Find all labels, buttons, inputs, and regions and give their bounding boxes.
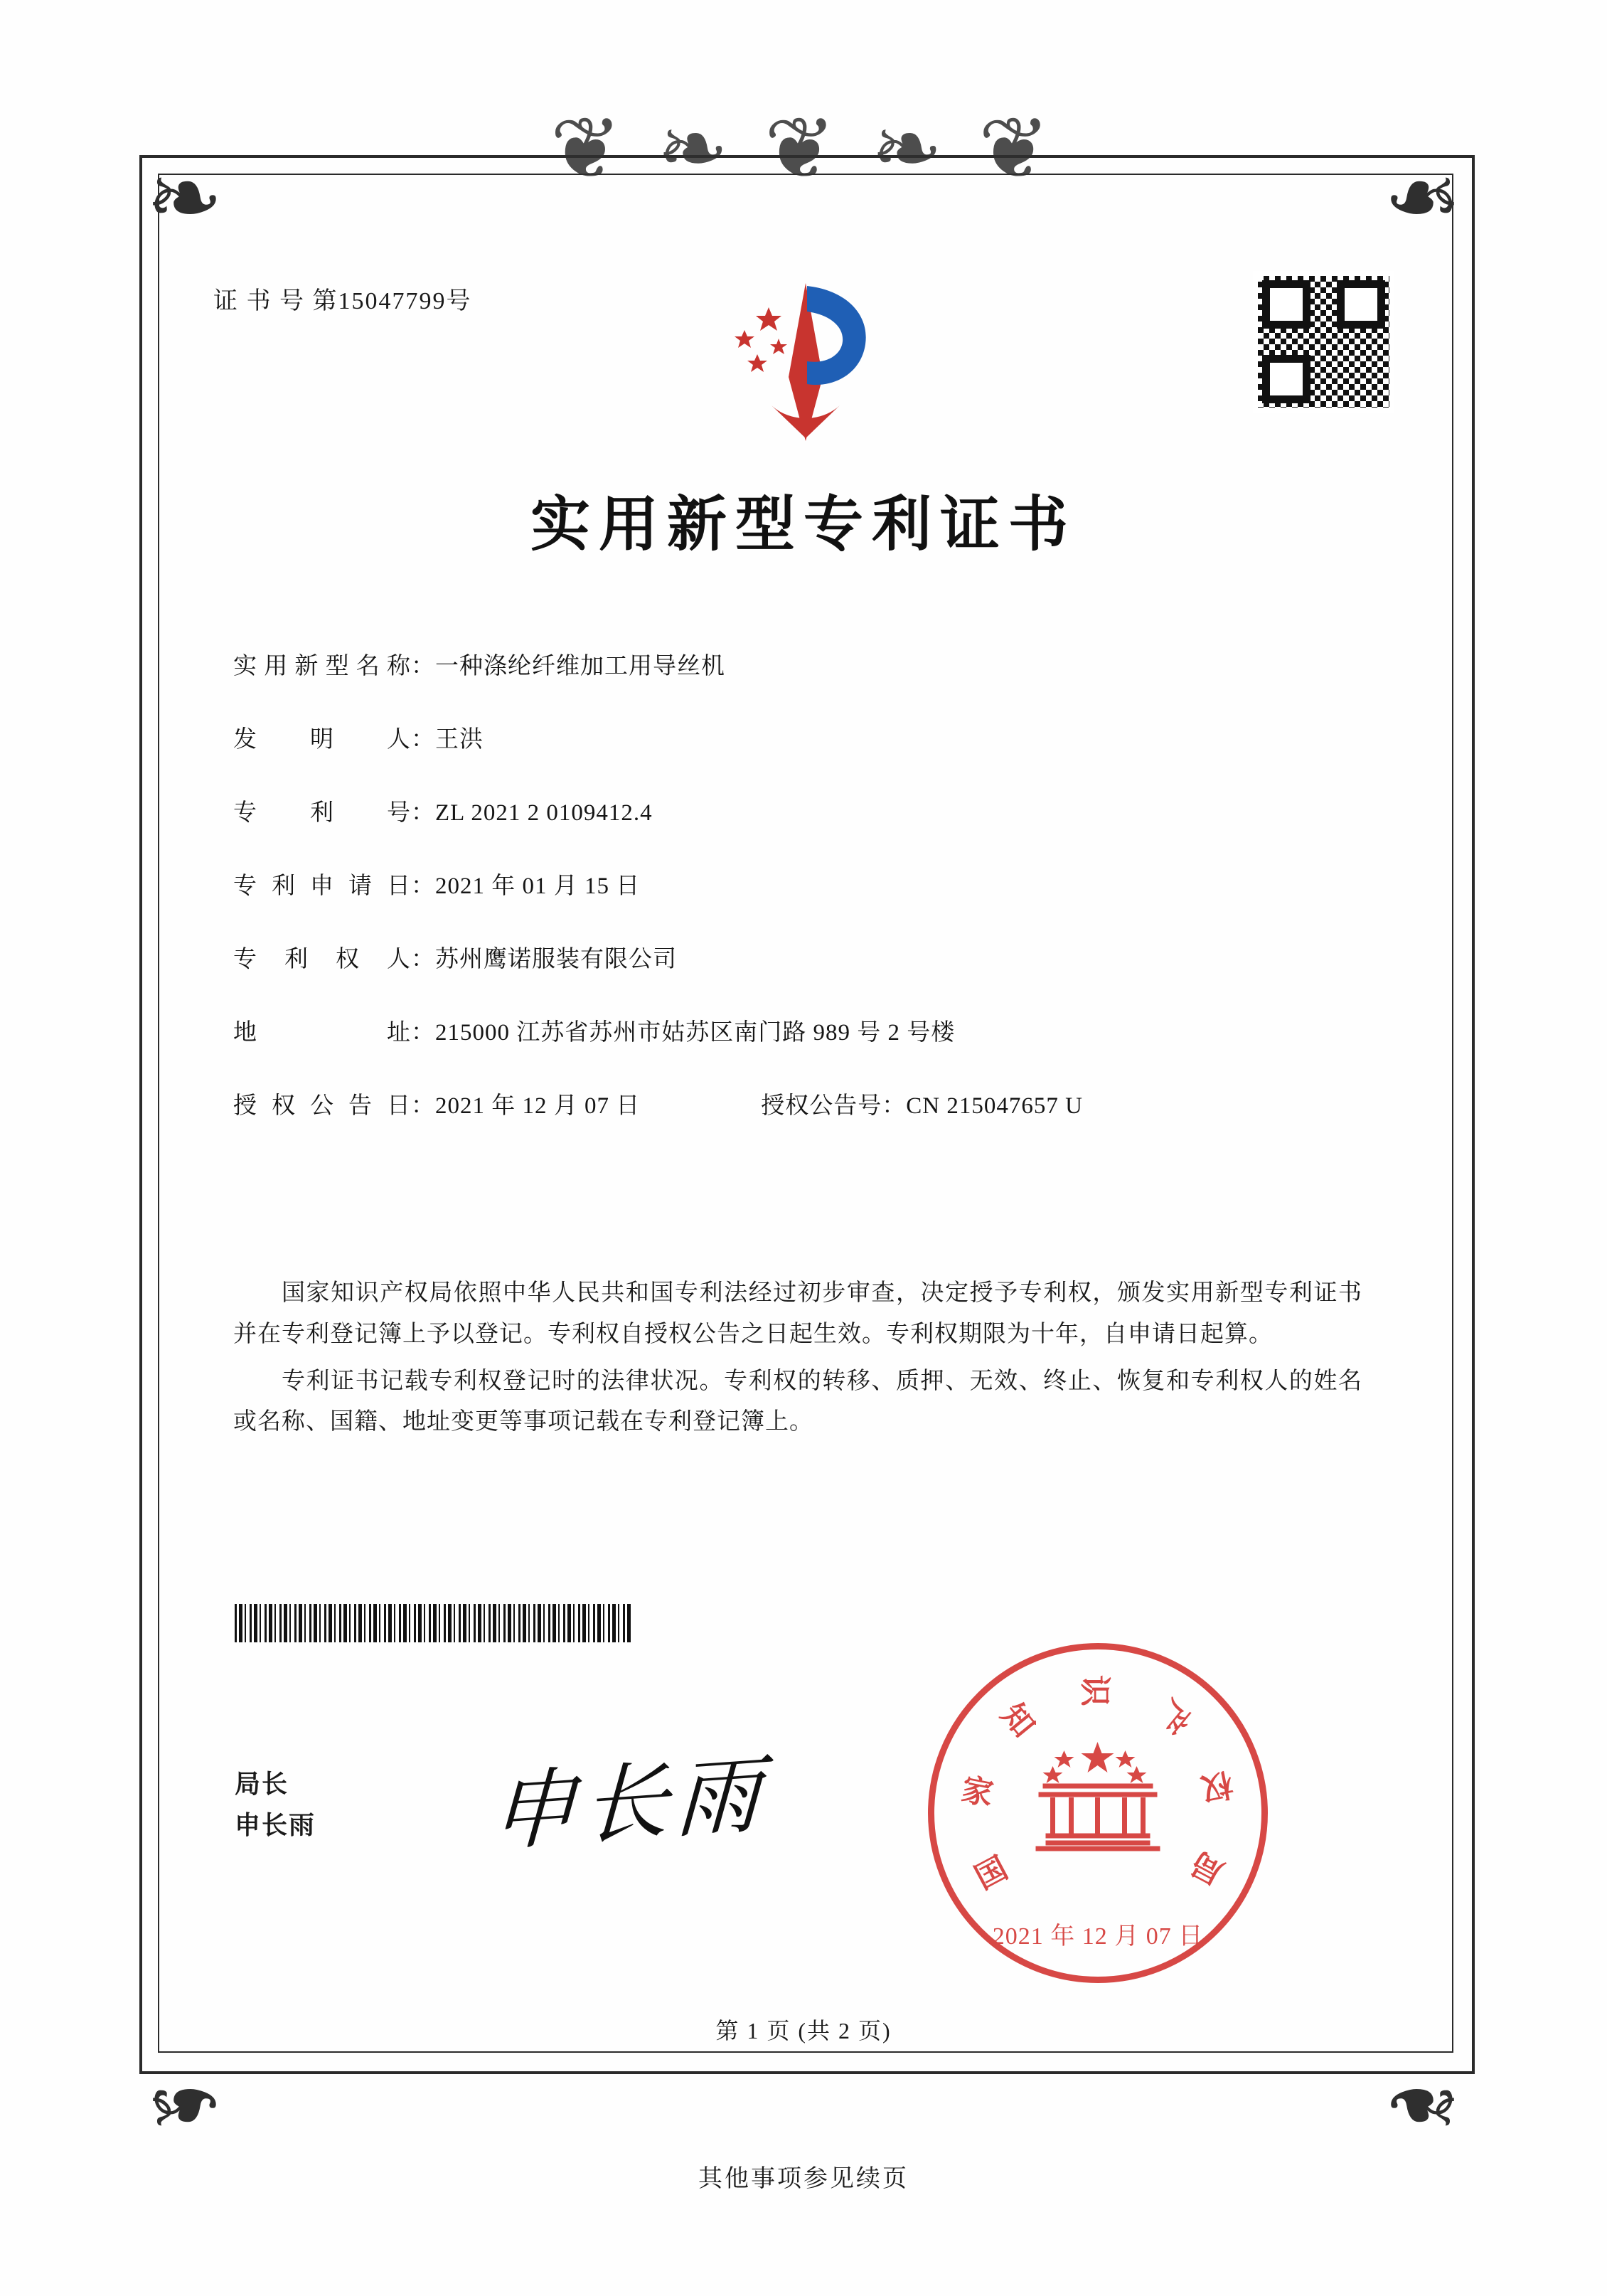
field-row-inventor bbox=[233, 721, 1300, 754]
signature-block bbox=[235, 1764, 316, 1846]
field-value-invention-name: ：一种涤纶纤维加工用导丝机 bbox=[411, 654, 725, 679]
field-list bbox=[233, 647, 1300, 1160]
field-label-grant-date: 授权公告日 bbox=[233, 1093, 411, 1119]
legal-paragraph-1: 国家知识产权局依照中华人民共和国专利法经过初步审查，决定授予专利权，颁发实用新型专利证书并在专利登记簿上予以登记。专利权自授权公告之日起生效。专利权期限为十年，自申请日起算。 bbox=[233, 1280, 1362, 1347]
corner-flourish-top-right-icon: ❧ bbox=[1384, 148, 1461, 250]
cnipa-emblem-icon bbox=[700, 270, 907, 455]
field-value-grant-number: ：CN 215047657 U bbox=[882, 1093, 1083, 1119]
page-number: 第 1 页 (共 2 页) bbox=[715, 2018, 892, 2043]
signature-name: 申长雨 bbox=[235, 1810, 316, 1839]
field-row-invention-name bbox=[233, 647, 1300, 681]
field-value-grant-date: ：2021 年 12 月 07 日 bbox=[411, 1093, 641, 1119]
official-seal bbox=[928, 1643, 1268, 1983]
field-value-address: ：215000 江苏省苏州市姑苏区南门路 989 号 2 号楼 bbox=[411, 1020, 956, 1046]
field-value-patent-number: ：ZL 2021 2 0109412.4 bbox=[411, 800, 653, 826]
top-flourish-ornament: ❦ ❧ ❦ ❧ ❦ bbox=[550, 102, 1057, 196]
barcode bbox=[235, 1604, 633, 1642]
corner-flourish-bottom-left-icon: ❧ bbox=[146, 2053, 223, 2155]
certificate-number: 证 书 号 第15047799号 bbox=[213, 288, 472, 314]
signature-title-label: 局长 bbox=[235, 1770, 289, 1798]
field-row-address bbox=[233, 1014, 1300, 1047]
field-label-grant-number: 授权公告号 bbox=[761, 1093, 882, 1119]
field-label-patentee: 专利权人 bbox=[233, 947, 411, 972]
field-label-invention-name: 实用新型名称 bbox=[233, 654, 411, 679]
corner-flourish-bottom-right-icon: ❧ bbox=[1384, 2053, 1461, 2155]
legal-text-block bbox=[233, 1273, 1362, 1449]
field-value-patentee: ：苏州鹰诺服装有限公司 bbox=[411, 947, 677, 972]
field-label-patent-number: 专利号 bbox=[233, 800, 411, 826]
seal-date: 2021 年 12 月 07 日 bbox=[992, 1923, 1204, 1950]
field-row-application-date bbox=[233, 867, 1300, 900]
field-value-inventor: ：王洪 bbox=[411, 727, 484, 753]
field-row-patentee bbox=[233, 940, 1300, 974]
field-value-application-date: ：2021 年 01 月 15 日 bbox=[411, 873, 641, 899]
national-emblem-icon bbox=[1022, 1729, 1175, 1871]
seal-ring-text: 国 家 知 识 产 权 局 bbox=[958, 1675, 1237, 1897]
field-label-address: 地址 bbox=[233, 1020, 411, 1046]
footer-note: 其他事项参见续页 bbox=[698, 2166, 909, 2192]
field-row-patent-number bbox=[233, 794, 1300, 827]
page-title: 实用新型专利证书 bbox=[530, 489, 1077, 559]
field-row-grant-announcement bbox=[233, 1087, 1300, 1120]
field-label-application-date: 专利申请日 bbox=[233, 873, 411, 899]
legal-paragraph-2: 专利证书记载专利权登记时的法律状况。专利权的转移、质押、无效、终止、恢复和专利权人的姓名或名称、国籍、地址变更等事项记载在专利登记簿上。 bbox=[233, 1368, 1362, 1435]
qr-finder-bottom-left bbox=[1262, 355, 1310, 403]
corner-flourish-top-left-icon: ❧ bbox=[146, 148, 223, 250]
field-label-inventor: 发明人 bbox=[233, 727, 411, 753]
qr-code-icon bbox=[1254, 272, 1394, 412]
handwritten-signature: 申长雨 bbox=[488, 1745, 769, 1864]
